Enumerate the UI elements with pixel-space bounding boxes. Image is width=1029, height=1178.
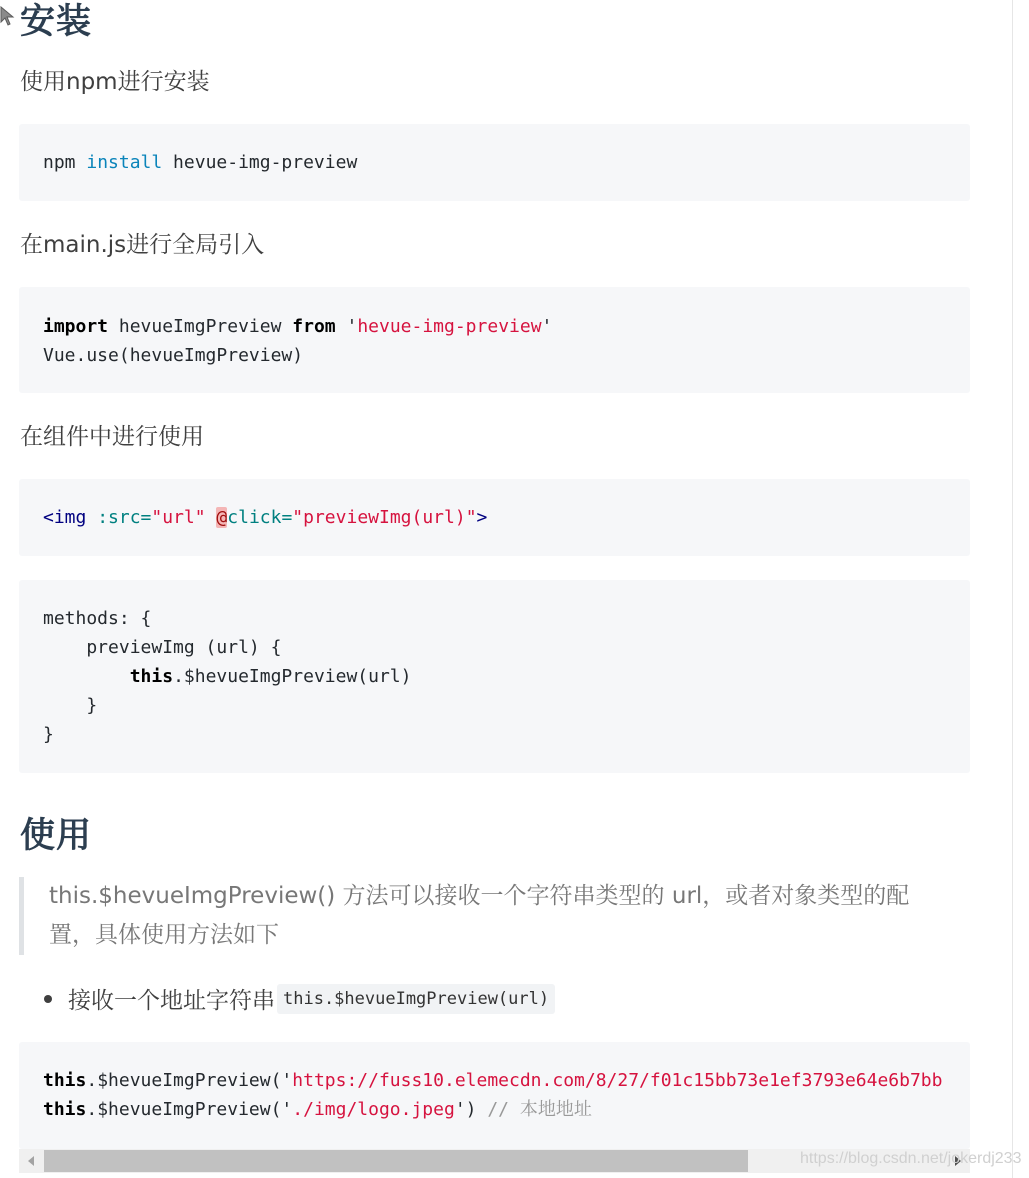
page-right-border — [1012, 0, 1013, 1178]
quote-line-2: 置，具体使用方法如下 — [49, 922, 279, 948]
usage-call-2-end: ') — [454, 1099, 488, 1120]
click-value: "previewImg(url)" — [292, 507, 477, 528]
quote-open: ' — [335, 316, 358, 337]
img-tag-close: > — [476, 507, 488, 528]
code-block-methods — [19, 580, 970, 773]
quote-close: ' — [541, 316, 553, 337]
img-tag-open: <img — [43, 507, 87, 528]
methods-line-1: methods: { — [43, 608, 152, 629]
usage-call-2: .$hevueImgPreview(' — [86, 1099, 293, 1120]
methods-indent — [43, 666, 130, 687]
list-item — [44, 982, 555, 1015]
this-keyword: this — [129, 666, 174, 687]
section-heading-usage: 使用 — [20, 816, 93, 856]
watermark: https://blog.csdn.net/jokerdj233 — [800, 1150, 1022, 1167]
this-keyword: this — [43, 1070, 87, 1091]
code-block-import — [19, 287, 970, 393]
section-heading-install: 安装 — [20, 2, 93, 42]
code-block-usage[interactable] — [19, 1042, 970, 1149]
vue-use-line: Vue.use(hevueImgPreview) — [43, 345, 304, 366]
from-keyword: from — [292, 316, 336, 337]
import-path-string: hevue-img-preview — [357, 316, 542, 337]
component-intro-text: 在组件中进行使用 — [20, 424, 204, 450]
methods-line-5: } — [43, 724, 54, 745]
bullet-text: 接收一个地址字符串 — [68, 988, 275, 1014]
at-symbol-highlight: @ — [216, 507, 228, 528]
inline-code: this.$hevueImgPreview(url) — [277, 984, 555, 1014]
bullet-dot-icon — [44, 995, 52, 1003]
this-keyword: this — [43, 1099, 87, 1120]
click-attr: click= — [227, 507, 293, 528]
src-attr: :src= — [86, 507, 152, 528]
quote-line-1: this.$hevueImgPreview() 方法可以接收一个字符串类型的 url，或者对象类型的配 — [49, 883, 910, 909]
code-block-npm — [19, 124, 970, 201]
import-keyword: import — [43, 316, 109, 337]
local-path-string: ./img/logo.jpeg — [292, 1099, 455, 1120]
methods-line-4: } — [43, 695, 98, 716]
code-block-template — [19, 479, 970, 556]
code-comment: // 本地地址 — [487, 1099, 592, 1120]
methods-line-2: previewImg (url) { — [43, 637, 282, 658]
npm-intro-text: 使用npm进行安装 — [20, 69, 210, 95]
package-name: hevue-img-preview — [162, 152, 358, 173]
cursor-arrow-icon — [0, 6, 18, 28]
main-js-intro-text: 在main.js进行全局引入 — [20, 232, 265, 258]
usage-call-1: .$hevueImgPreview(' — [86, 1070, 293, 1091]
space — [206, 507, 217, 528]
scrollbar-thumb[interactable] — [44, 1150, 748, 1172]
install-keyword: install — [86, 152, 163, 173]
src-value: "url" — [151, 507, 206, 528]
methods-call: .$hevueImgPreview(url) — [173, 666, 412, 687]
npm-word: npm — [43, 152, 87, 173]
usage-blockquote — [19, 877, 924, 955]
remote-url-string: https://fuss10.elemecdn.com/8/27/f01c15bb73e1ef3793e64e6b7bb — [292, 1070, 943, 1091]
import-identifier: hevueImgPreview — [108, 316, 293, 337]
scroll-left-arrow-icon[interactable] — [28, 1156, 34, 1166]
